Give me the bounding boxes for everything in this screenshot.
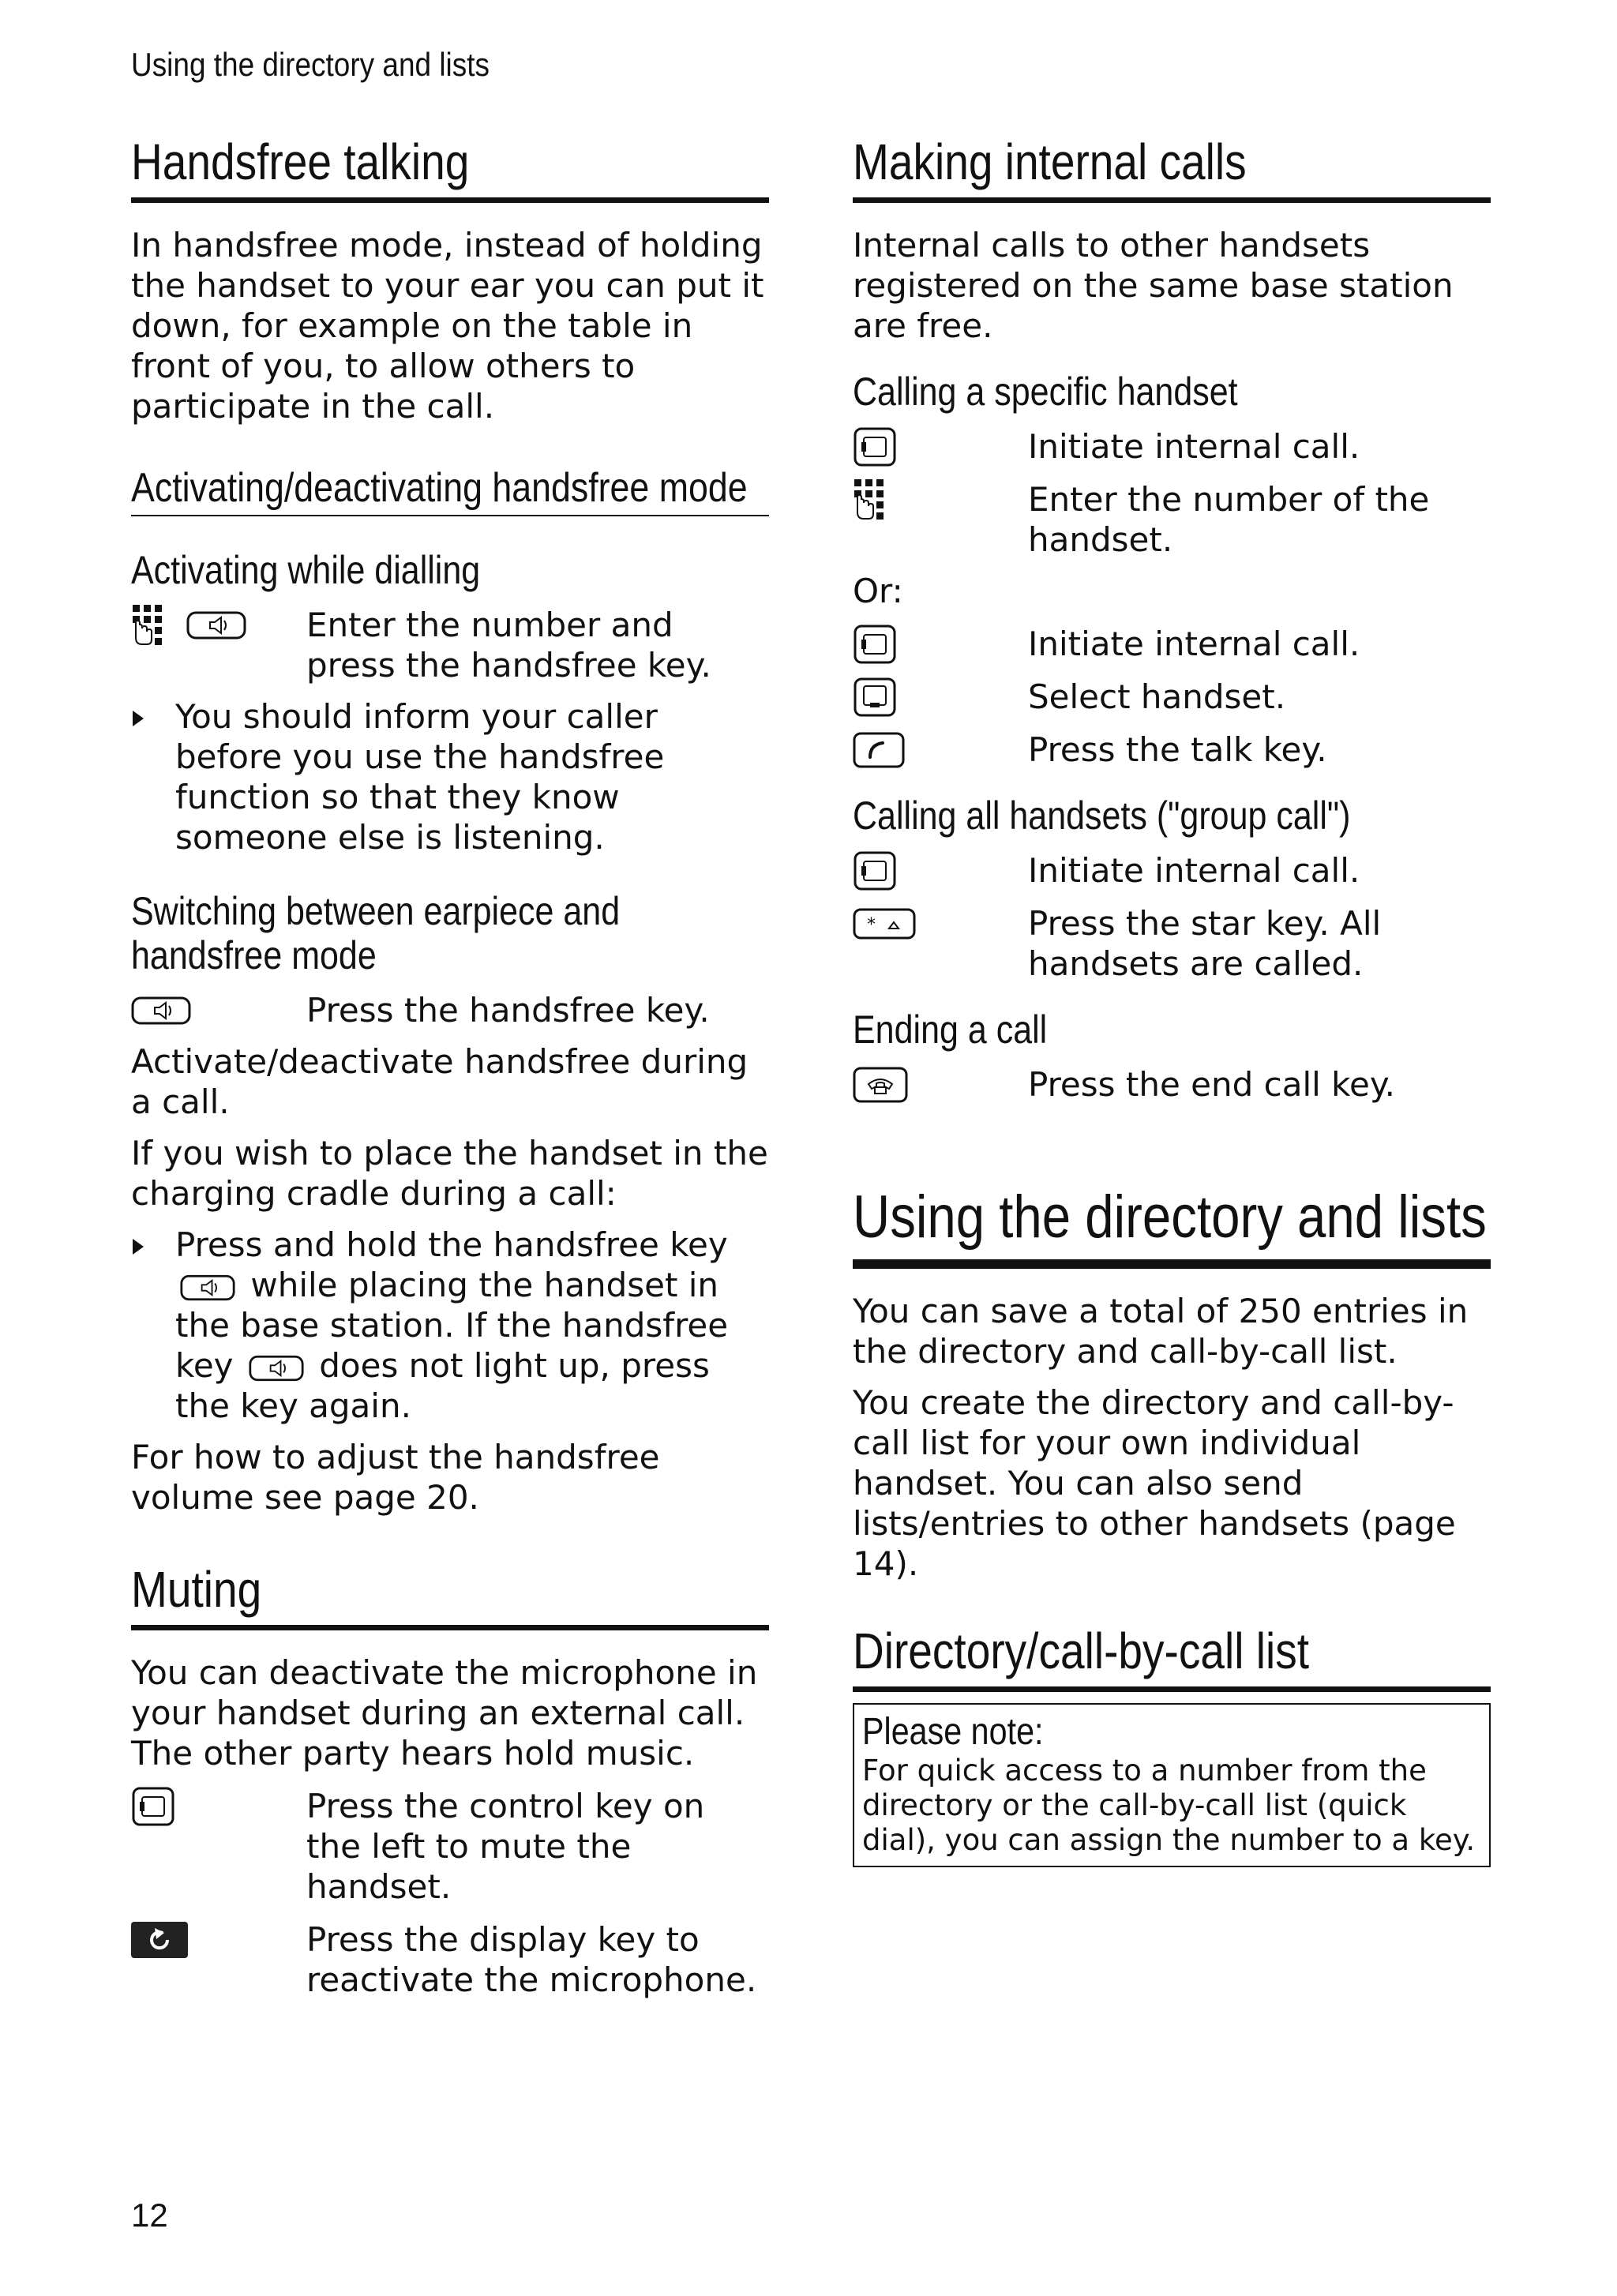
specific-step-1: Initiate internal call. bbox=[853, 426, 1491, 467]
or-step-3: Press the talk key. bbox=[853, 730, 1491, 770]
heading-group-call: Calling all handsets ("group call") bbox=[853, 793, 1351, 838]
or-step-2: Select handset. bbox=[853, 677, 1491, 717]
dialling-step: Enter the number and press the handsfree key. bbox=[131, 605, 769, 685]
cradle-bullet: Press and hold the handsfree key while placing the handset in the base station. If the handsfree key does not light up, press the key again. bbox=[131, 1225, 769, 1426]
heading-activating-while-dialling: Activating while dialling bbox=[131, 548, 481, 592]
note-title: Please note: bbox=[862, 1711, 1044, 1753]
keypad-icon bbox=[131, 603, 175, 647]
handsfree-key-icon bbox=[186, 611, 246, 640]
display-key-back-icon bbox=[131, 1922, 188, 1958]
internal-intro: Internal calls to other handsets registered on the same base station are free. bbox=[853, 226, 1454, 345]
switching-paragraph-2: If you wish to place the handset in the charging cradle during a call: bbox=[131, 1134, 768, 1213]
muting-step-1: Press the control key on the left to mute the handset. bbox=[131, 1786, 769, 1907]
muting-intro: You can deactivate the microphone in your handset during an external call. The other party hears hold music. bbox=[131, 1653, 758, 1773]
bullet-triangle-icon bbox=[131, 1237, 145, 1256]
handsfree-key-icon bbox=[131, 996, 191, 1025]
or-label: Or: bbox=[853, 572, 903, 610]
running-head: Using the directory and lists bbox=[131, 46, 490, 83]
directory-paragraph-2: You create the directory and call-by-call list for your own individual handset. You can also send lists/entries to other handsets (page 14). bbox=[853, 1383, 1456, 1583]
muting-step-2: Press the display key to reactivate the microphone. bbox=[131, 1919, 769, 2000]
heading-calling-specific: Calling a specific handset bbox=[853, 370, 1238, 414]
control-key-left-icon bbox=[853, 850, 897, 891]
directory-paragraph-1: You can save a total of 250 entries in the directory and call-by-call list. bbox=[853, 1292, 1469, 1371]
bullet-triangle-icon bbox=[131, 709, 145, 728]
volume-paragraph: For how to adjust the handsfree volume see page 20. bbox=[131, 1438, 660, 1517]
control-key-left-icon bbox=[131, 1786, 175, 1827]
star-key-icon bbox=[853, 908, 916, 940]
handsfree-intro: In handsfree mode, instead of holding the handset to your ear you can put it down, for example on the table in front of you, to allow others to participate in the call. bbox=[131, 226, 764, 426]
subsection-title-directory-list: Directory/call-by-call list bbox=[853, 1623, 1491, 1692]
svg-text:*: * bbox=[867, 914, 876, 935]
subsection-title-activating: Activating/deactivating handsfree mode bbox=[131, 466, 769, 516]
or-step-1: Initiate internal call. bbox=[853, 624, 1491, 664]
control-key-down-icon bbox=[853, 677, 897, 718]
handsfree-key-icon bbox=[180, 1274, 235, 1301]
keypad-icon bbox=[853, 478, 897, 522]
control-key-left-icon bbox=[853, 426, 897, 467]
switching-paragraph-1: Activate/deactivate handsfree during a call. bbox=[131, 1042, 748, 1121]
left-column bbox=[131, 118, 769, 2000]
note-box bbox=[853, 1703, 1491, 1867]
ending-step: Press the end call key. bbox=[853, 1064, 1491, 1105]
section-title-internal-calls: Making internal calls bbox=[853, 134, 1491, 203]
right-column bbox=[853, 118, 1491, 1867]
specific-step-2: Enter the number of the handset. bbox=[853, 479, 1491, 560]
control-key-left-icon bbox=[853, 624, 897, 665]
heading-ending-call: Ending a call bbox=[853, 1007, 1048, 1052]
page-number: 12 bbox=[131, 2197, 168, 2234]
heading-switching: Switching between earpiece and handsfree mode bbox=[131, 889, 621, 977]
section-title-muting: Muting bbox=[131, 1562, 769, 1630]
dialling-bullet: You should inform your caller before you use the handsfree function so that they know someone else is listening. bbox=[131, 696, 769, 857]
note-body: For quick access to a number from the directory or the call-by-call list (quick dial), you can assign the number to a key. bbox=[862, 1754, 1476, 1857]
end-call-key-icon bbox=[853, 1067, 908, 1103]
talk-key-icon bbox=[853, 732, 905, 768]
switching-step: Press the handsfree key. bbox=[131, 990, 769, 1030]
group-step-2: * Press the star key. All handsets are called. bbox=[853, 903, 1491, 984]
handsfree-key-icon bbox=[249, 1355, 304, 1382]
group-step-1: Initiate internal call. bbox=[853, 850, 1491, 891]
section-title-directory: Using the directory and lists bbox=[853, 1184, 1491, 1269]
section-title-handsfree: Handsfree talking bbox=[131, 134, 769, 203]
